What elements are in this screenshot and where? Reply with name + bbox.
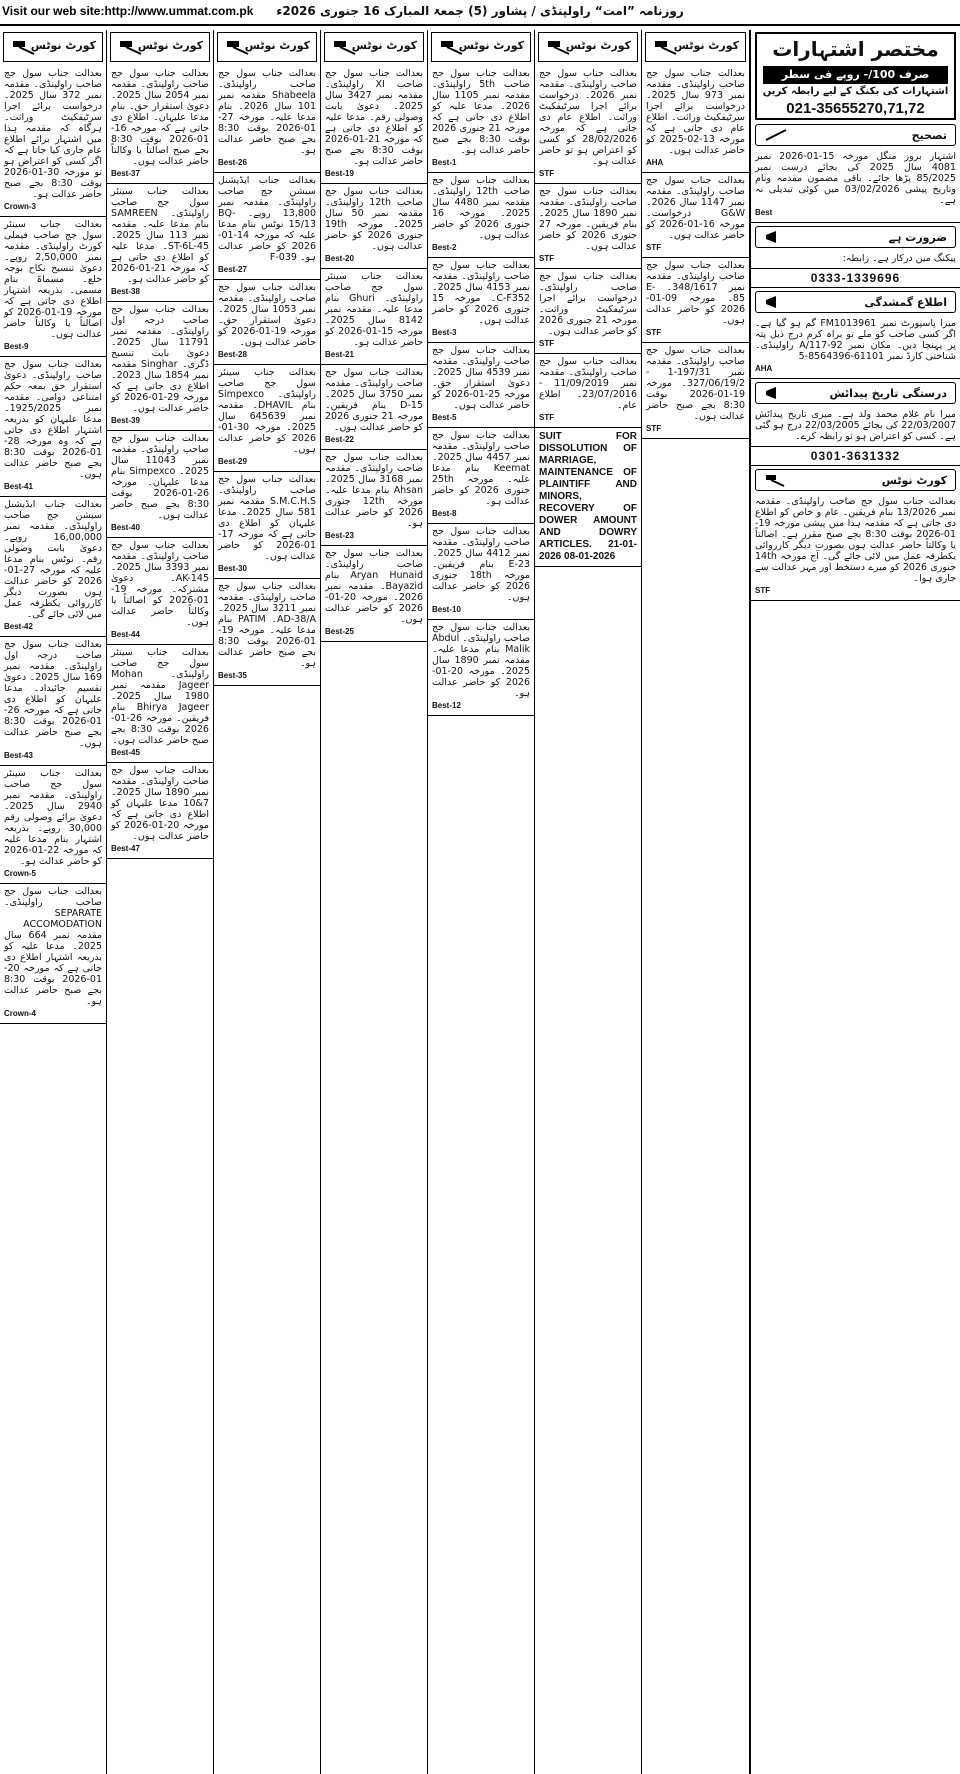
ad-section-header — [755, 124, 956, 146]
court-notice — [642, 343, 749, 439]
megaphone-icon — [764, 229, 784, 245]
notice-text: پیکنگ مین درکار ہے۔ رابطہ: — [842, 253, 956, 264]
notice-text: بعدالت جناب سول جج صاحب راولپنڈی۔ Shabeela مقدمہ نمبر 101 سال 2026۔ بنام مدعا علیہ۔ مورخہ 27-01-2026 بوقت 8:30 بجے صبح حاضر عدالت ہو۔ — [218, 68, 316, 156]
notice-column-7 — [642, 30, 750, 1774]
notice-ref: Best-43 — [4, 751, 33, 760]
notice-text: بعدالت جناب سول جج صاحب راولپنڈی۔ SEPARATE ACCOMODATION مقدمہ نمبر 664 سال 2025۔ مدعا علیہ کو بذریعہ اشتہار اطلاع دی جاتی ہے کہ مورخہ 20-01-2026 بوقت 8:30 بجے صبح حاضر عدالت ہو۔ — [4, 886, 102, 1007]
ad-section-header — [755, 469, 956, 491]
column-header — [431, 32, 531, 62]
notice-column-1 — [0, 30, 107, 1774]
notice-text: بعدالت جناب سول جج صاحب راولپنڈی۔ مقدمہ نمبر 4153 سال 2025۔ C-F352۔ مورخہ 15 جنوری 2026 کو حاضر عدالت ہوں۔ — [432, 260, 530, 326]
dob-correction-notice — [751, 407, 960, 447]
notice-text: بعدالت جناب سول جج صاحب درجہ اول راولپنڈی۔ مقدمہ نمبر 11791 سال 2025۔ دعویٰ بابت تنسیخ ڈگری۔ Singhar مقدمہ نمبر 1854 سال 2023۔ اطلاع دی جاتی ہے کہ مورخہ 29-01-2026 کو حاضر عدالت ہوں۔ — [111, 304, 209, 414]
notice-text: بعدالت جناب سول جج صاحب راولپنڈی۔ مقدمہ نمبر 348/1617۔ E-85۔ مورخہ 09-01-2026 کو حاضر عدالت ہوں۔ — [646, 260, 745, 326]
court-notice — [107, 645, 213, 763]
notice-ref: STF — [539, 169, 555, 178]
column-header — [110, 32, 210, 62]
newspaper-columns — [0, 30, 960, 1774]
court-notice — [0, 217, 106, 357]
notice-ref: Best-25 — [325, 627, 354, 636]
notice-text: بعدالت جناب سول جج صاحب راولپنڈی۔ Aryan Hunaid بنام Bayazid۔ مقدمہ نمبر 2026۔ مورخہ 20-01-2026 کو حاضر عدالت ہوں۔ — [325, 548, 423, 625]
notice-ref: Best-5 — [432, 413, 457, 422]
notice-ref: Best-9 — [4, 342, 29, 351]
notice-ref: Best-39 — [111, 416, 140, 425]
court-notice — [0, 497, 106, 637]
notice-text: بعدالت جناب ایڈیشنل سیشن جج صاحب راولپنڈی۔ مقدمہ نمبر 16,00,000 روپے۔ دعویٰ بابت وصولی رقم۔ نوٹس بنام مدعا علیہ کہ مورخہ 27-01-2026 کو حاضر عدالت ہوں بصورت دیگر کارروائی یکطرفہ عمل میں لائی جائے گی۔ — [4, 499, 102, 620]
english-court-notice: SUIT FOR DISSOLUTION OF MARRIAGE, MAINTENANCE OF PLAINTIFF AND MINORS, RECOVERY OF DOWER AMOUNT AND DOWRY ARTICLES. 21-01-2026 08-01-2026 — [535, 428, 641, 567]
court-notice — [107, 184, 213, 302]
notice-ref: Best-20 — [325, 254, 354, 263]
notice-ref: AHA — [755, 364, 773, 373]
notice-ref: Best — [755, 208, 773, 217]
ads-banner-title: مختصر اشتہارات — [772, 37, 939, 61]
court-notice — [107, 66, 213, 184]
ad-section-header — [755, 226, 956, 248]
court-notice — [428, 173, 534, 258]
court-notice — [0, 637, 106, 766]
notice-text: بعدالت جناب سول جج صاحب راولپنڈی۔ مقدمہ نمبر 197/31-1 - 327/06/19/2۔ مورخہ 19-01-2026 بوقت 8:30 بجے صبح حاضر عدالت ہوں۔ — [646, 345, 745, 422]
notice-ref: Best-2 — [432, 243, 457, 252]
dob-phone[interactable]: 0301-3631332 — [751, 447, 960, 466]
ad-section-label: تصحیح — [911, 129, 947, 142]
notice-ref: Best-45 — [111, 748, 140, 757]
ad-section-header — [755, 382, 956, 404]
notice-text: بعدالت جناب سول جج صاحب راولپنڈی۔ مقدمہ نمبر 372 سال 2025۔ درخواست برائے اجرا سرٹیفکیٹ وراثت۔ ہرگاہ کہ مقدمہ ہذا میں اشتہار برائے اطلاع عام جاری کیا جاتا ہے کہ اگر کسی کو اعتراض ہو تو مورخہ 30-01-2026 بوقت 8:30 بجے صبح حاضر عدالت ہو۔ — [4, 68, 102, 200]
notice-column-6 — [535, 30, 642, 1774]
court-notice — [107, 538, 213, 645]
court-notice — [535, 184, 641, 269]
website-link[interactable]: Visit our web site:http://www.ummat.com.pk — [2, 4, 254, 18]
court-notice — [321, 184, 427, 269]
notice-ref: Crown-5 — [4, 869, 36, 878]
column-header-label: کورٹ نوٹس — [351, 39, 417, 52]
notice-ref: Best-28 — [218, 350, 247, 359]
ads-booking-note: اشتہارات کی بکنگ کے لیے رابطہ کریں — [762, 86, 949, 97]
ads-phone-number[interactable]: 021-35655270,71,72 — [786, 100, 925, 117]
wanted-notice — [751, 251, 960, 269]
notice-text: بعدالت جناب سول جج صاحب راولپنڈی۔ Abdul Malik بنام مدعا علیہ۔ مقدمہ نمبر 1890 سال 2025۔ مورخہ 20-01-2026 کو حاضر عدالت ہو۔ — [432, 622, 530, 699]
column-header — [645, 32, 746, 62]
notice-ref: Best-21 — [325, 350, 354, 359]
court-notice — [642, 258, 749, 343]
court-notice — [214, 472, 320, 579]
notice-ref: Best-1 — [432, 158, 457, 167]
notice-ref: Best-12 — [432, 701, 461, 710]
notice-text: بعدالت جناب سینئر سول جج صاحب راولپنڈی۔ SAMREEN بنام مدعا علیہ۔ مقدمہ نمبر 113 سال 2025۔ ST-6L-45۔ مدعا علیہ کو اطلاع دی جاتی ہے کہ مورخہ 21-01-2026 کو حاضر عدالت ہو۔ — [111, 186, 209, 285]
notice-ref: Best-30 — [218, 564, 247, 573]
court-notice — [428, 620, 534, 716]
classified-ads-banner — [755, 32, 956, 120]
notice-column-3 — [214, 30, 321, 1774]
notice-text: بعدالت جناب سول جج صاحب راولپنڈی۔ مقدمہ نمبر 13/2026 بنام فریقین۔ عام و خاص کو اطلاع دی جاتی ہے کہ مقدمہ ہذا میں پیشی مورخہ 19-01-2026 بوقت 8:30 بجے صبح مقرر ہے۔ اصالتاً یا وکالتاً حاضر عدالت ہوں بصورت دیگر کارروائی یکطرفہ عمل میں لائی جائے گی۔ آج مورخہ 14th جنوری 2026 کو میرے دستخط اور مہر عدالت سے جاری ہوا۔ — [755, 496, 957, 584]
gavel-icon — [764, 473, 788, 487]
notice-text: بعدالت جناب سول جج صاحب راولپنڈی۔ S.M.C.H.S مقدمہ نمبر 581 سال 2025۔ مدعا علیہان کو اطلاع دی جاتی ہے کہ مورخہ 17-01-2026 کو حاضر عدالت ہوں۔ — [218, 474, 316, 562]
court-notice — [214, 280, 320, 365]
notice-ref: Crown-4 — [4, 1009, 36, 1018]
ad-section-label: اطلاع گمشدگی — [864, 296, 947, 309]
notice-text: بعدالت جناب سینئر سول جج صاحب راولپنڈی۔ Ghuri بنام مدعا علیہ۔ مقدمہ نمبر 8142 سال 2025۔ مورخہ 15-01-2026 کو حاضر عدالت ہو۔ — [325, 271, 423, 348]
column-header-label: کورٹ نوٹس — [565, 39, 631, 52]
notice-ref: Best-44 — [111, 630, 140, 639]
notice-text: بعدالت جناب سول جج صاحب راولپنڈی۔ دعویٰ استقرار حق بمعہ حکم امتناعی دوامی۔ مقدمہ نمبر 1925/2025۔ مدعا علیہان کو بذریعہ اشتہار اطلاع دی جاتی ہے کہ وہ مورخہ 28-01-2026 بوقت 8:30 بجے صبح حاضر عدالت ہوں۔ — [4, 359, 102, 480]
column-header-label: کورٹ نوٹس — [30, 39, 96, 52]
notice-text: بعدالت جناب سول جج صاحب راولپنڈی۔ مقدمہ نمبر 4412 سال 2025۔ E-23 بنام فریقین۔ مورخہ 18th جنوری 2026 کو حاضر عدالت ہوں۔ — [432, 526, 530, 603]
court-notice — [428, 66, 534, 173]
notice-ref: Best-41 — [4, 482, 33, 491]
notice-text: بعدالت جناب سول جج صاحب راولپنڈی۔ مقدمہ نمبر 11043 سال 2025۔ Simpexco بنام مدعا علیہان۔ مورخہ 26-01-2026 بوقت 8:30 بجے صبح حاضر عدالت ہوں۔ — [111, 433, 209, 521]
column-header-label: کورٹ نوٹس — [458, 39, 524, 52]
notice-ref: STF — [539, 339, 555, 348]
notice-text: بعدالت جناب سول جج صاحب راولپنڈی۔ مقدمہ نمبر 3211 سال 2025۔ AD-38/A۔ PATIM بنام مدعا علیہ۔ مورخہ 19-01-2026 بوقت 8:30 بجے صبح حاضر عدالت ہو۔ — [218, 581, 316, 669]
court-notice — [428, 428, 534, 524]
notice-ref: Best-3 — [432, 328, 457, 337]
court-notice — [214, 66, 320, 173]
notice-ref: Crown-3 — [4, 202, 36, 211]
court-notice — [321, 269, 427, 365]
notice-column-2 — [107, 30, 214, 1774]
notice-ref: Best-27 — [218, 265, 247, 274]
notice-text: بعدالت جناب سینئر سول جج صاحب راولپنڈی۔ مقدمہ نمبر 2940 سال 2025۔ دعویٰ برائے وصولی رقم 30,000 روپے۔ بذریعہ اشتہار بنام مدعا علیہ کہ مورخہ 22-01-2026 کو حاضر عدالت ہو۔ — [4, 768, 102, 867]
notice-text: میرا نام غلام محمد ولد ہے۔ میری تاریخ پیدائش 22/03/2007 کی بجائے 22/03/2005 درج ہو گئی ہے۔ کسی کو اعتراض ہو تو رابطہ کرے۔ — [755, 409, 956, 442]
notice-text: میرا پاسپورٹ نمبر FM1013961 گم ہو گیا ہے۔ اگر کسی صاحب کو ملے تو براہ کرم درج ذیل پتہ پر پہنچا دیں۔ مکان نمبر A/117-92 راولپنڈی۔ شناختی کارڈ نمبر 61101-8564396-5 — [755, 318, 956, 362]
notice-ref: Best-42 — [4, 622, 33, 631]
top-bar — [0, 0, 960, 26]
notice-text: بعدالت جناب سول جج صاحب راولپنڈی۔ مقدمہ نمبر 3393 سال 2025۔ AK-145۔ دعویٰ مشترکہ۔ مورخہ 19-01-2026 کو اصالتاً یا وکالتاً حاضر عدالت ہوں۔ — [111, 540, 209, 628]
notice-ref: Best-29 — [218, 457, 247, 466]
court-notice — [0, 766, 106, 884]
notice-text: بعدالت جناب سول جج صاحب XI راولپنڈی۔ مقدمہ نمبر 3427 سال 2025۔ دعویٰ بابت وصولی رقم۔ مدعا علیہ کو اطلاع دی جاتی ہے کہ مورخہ 21-01-2026 بوقت 8:30 بجے صبح حاضر عدالت ہو۔ — [325, 68, 424, 167]
court-notice — [214, 173, 320, 280]
notice-text: بعدالت جناب سول جج صاحب راولپنڈی۔ مقدمہ نمبر 3750 سال 2025۔ D-15 بنام فریقین۔ مورخہ 21 جنوری 2026 کو حاضر عدالت ہوں۔ — [325, 367, 424, 433]
column-header-label: کورٹ نوٹس — [673, 39, 739, 52]
notice-text: بعدالت جناب سول جج صاحب راولپنڈی۔ مقدمہ نمبر 4457 سال 2025۔ Keemat بنام مدعا علیہ۔ مورخہ 25th جنوری 2026 کو حاضر عدالت ہو۔ — [432, 430, 530, 507]
court-notice — [107, 763, 213, 859]
notice-ref: Best-37 — [111, 169, 140, 178]
ad-section-label: ضرورت ہے — [888, 231, 947, 244]
notice-ref: AHA — [646, 158, 664, 167]
court-notice — [214, 579, 320, 686]
court-notice — [428, 343, 534, 428]
notice-ref: Best-26 — [218, 158, 247, 167]
pen-icon — [764, 128, 788, 142]
notice-text: بعدالت جناب سینئر سول جج صاحب راولپنڈی۔ Simpexco بنام DHAVIL۔ مقدمہ نمبر 645639 سال 2025۔ مورخہ 30-01-2026 کو حاضر عدالت ہوں۔ — [218, 367, 317, 455]
ad-section-header — [755, 291, 956, 313]
notice-text: بعدالت جناب سول جج صاحب راولپنڈی۔ مقدمہ نمبر 11/09/2019 - 23/07/2016۔ اطلاع عام۔ — [539, 356, 638, 411]
column-header — [538, 32, 638, 62]
notice-text: بعدالت جناب سول جج صاحب راولپنڈی۔ مقدمہ نمبر 1890 سال 2025۔ بنام فریقین۔ مورخہ 27 جنوری 2026 کو حاضر عدالت ہوں۔ — [539, 186, 637, 252]
notice-ref: STF — [755, 586, 771, 595]
notice-text: بعدالت جناب سول جج صاحب درجہ اول راولپنڈی۔ مقدمہ نمبر 169 سال 2025۔ دعویٰ تقسیم جائیداد۔ مدعا علیہان کو اطلاع دی جاتی ہے کہ مورخہ 26-01-2026 بوقت 8:30 بجے صبح حاضر عدالت ہوں۔ — [4, 639, 102, 749]
notice-text: بعدالت جناب سول جج صاحب راولپنڈی۔ مقدمہ نمبر 1890 سال 2025۔ 7&10 مدعا علیہان کو اطلاع دی جاتی ہے کہ مورخہ 20-01-2026 کو حاضر عدالت ہوں۔ — [111, 765, 209, 842]
court-notice — [107, 431, 213, 538]
notice-text: بعدالت جناب سول جج صاحب راولپنڈی۔ مقدمہ نمبر 3168 سال 2025۔ Ahsan بنام مدعا علیہ۔ مورخہ 12th جنوری 2026 کو حاضر عدالت ہو۔ — [325, 452, 423, 529]
correction-notice — [751, 149, 960, 223]
notice-column-4 — [321, 30, 428, 1774]
notice-ref: STF — [646, 424, 662, 433]
court-notice — [428, 258, 534, 343]
notice-text: بعدالت جناب سول جج صاحب راولپنڈی۔ مقدمہ نمبر 2054 سال 2025۔ دعویٰ استقرار حق۔ بنام مدعا علیہان۔ اطلاع دی جاتی ہے کہ مورخہ 16-01-2026 بوقت 8:30 بجے صبح اصالتاً یا وکالتاً حاضر عدالت ہوں۔ — [111, 68, 209, 167]
notice-ref: Best-22 — [325, 435, 354, 444]
megaphone-icon — [764, 294, 784, 310]
notice-text: بعدالت جناب سول جج صاحب راولپنڈی۔ مقدمہ نمبر 4539 سال 2025۔ دعویٰ استقرار حق۔ مورخہ 25-01-2026 کو حاضر عدالت ہوں۔ — [432, 345, 530, 411]
column-header — [217, 32, 317, 62]
newspaper-masthead: روزنامہ ”امت“ راولپنڈی / پشاور (5) جمعۃ المبارک 16 جنوری 2026ء — [276, 4, 684, 18]
notice-ref: Best-35 — [218, 671, 247, 680]
notice-text: بعدالت جناب سول جج صاحب 12th راولپنڈی۔ مقدمہ نمبر 50 سال 2025۔ مورخہ 19th جنوری 2026 کو حاضر عدالت ہوں۔ — [325, 186, 424, 252]
notice-ref: Best-38 — [111, 287, 140, 296]
column-header-label: کورٹ نوٹس — [137, 39, 203, 52]
court-notice — [107, 302, 213, 431]
ads-rate: صرف 100/- روپے فی سطر — [763, 66, 948, 84]
court-notice — [535, 354, 641, 428]
notice-text: بعدالت جناب سول جج صاحب راولپنڈی۔ درخواست برائے اجرا سرٹیفکیٹ وراثت۔ مورخہ 21 جنوری 2026 کو حاضر عدالت ہوں۔ — [539, 271, 638, 337]
ad-section-label: درستگی تاریخ پیدائش — [829, 387, 947, 400]
court-notice — [321, 66, 427, 184]
ad-section-label: کورٹ نوٹس — [881, 474, 947, 487]
court-notice — [0, 66, 106, 217]
notice-ref: STF — [646, 328, 662, 337]
notice-ref: STF — [646, 243, 662, 252]
column-header-label: کورٹ نوٹس — [244, 39, 310, 52]
notice-text: بعدالت جناب ایڈیشنل سیشن جج صاحب راولپنڈی۔ مقدمہ نمبر 13,800 روپے۔ BQ-15/13 نوٹس بنام مدعا علیہ کہ مورخہ 14-01-2026 کو حاضر عدالت ہو۔ F-039 — [218, 175, 316, 263]
notice-ref: Best-23 — [325, 531, 354, 540]
lost-notice — [751, 316, 960, 379]
notice-ref: Best-10 — [432, 605, 461, 614]
classified-ads-column — [750, 30, 960, 1774]
court-notice — [642, 173, 749, 258]
notice-text: بعدالت جناب سول جج صاحب راولپنڈی۔ مقدمہ نمبر 973 سال 2025۔ درخواست برائے اجرا سرٹیفکیٹ وراثت۔ اطلاع عام دی جاتی ہے کہ مورخہ 13-02-2025 کو حاضر عدالت ہوں۔ — [646, 68, 746, 156]
notice-text: بعدالت جناب سول جج صاحب 5th راولپنڈی۔ مقدمہ نمبر 1105 سال 2026۔ مدعا علیہ کو اطلاع دی جاتی ہے کہ مورخہ 21 جنوری 2026 بوقت 8:30 بجے صبح حاضر عدالت ہو۔ — [432, 68, 531, 156]
court-notice — [321, 546, 427, 642]
court-notice — [321, 365, 427, 450]
column-header — [3, 32, 103, 62]
notice-ref: Best-19 — [325, 169, 354, 178]
notice-text: بعدالت جناب سول جج صاحب راولپنڈی۔ مقدمہ نمبر 1053 سال 2025۔ دعویٰ استقرار حق۔ مورخہ 19-01-2026 کو حاضر عدالت ہوں۔ — [218, 282, 316, 348]
court-notice — [751, 494, 960, 601]
court-notice — [535, 269, 641, 354]
court-notice — [214, 365, 320, 472]
notice-ref: Best-8 — [432, 509, 457, 518]
notice-ref: Best-47 — [111, 844, 140, 853]
notice-column-5 — [428, 30, 535, 1774]
notice-text: بعدالت جناب سینئر سول جج صاحب فیملی کورٹ راولپنڈی۔ مقدمہ نمبر 2,50,000 روپے۔ دعویٰ تنسیخ نکاح بوجہ خلع۔ مسماۃ بنام مسمی۔ بذریعہ اشتہار اطلاع دی جاتی ہے کہ مورخہ 19-01-2026 کو اصالتاً یا وکالتاً حاضر عدالت ہوں۔ — [4, 219, 102, 340]
megaphone-icon — [764, 385, 784, 401]
wanted-phone[interactable]: 0333-1339696 — [751, 269, 960, 288]
notice-text: بعدالت جناب سول جج صاحب راولپنڈی۔ مقدمہ نمبر 1147 سال 2026۔ G&W درخواست۔ مورخہ 16-01-2026 کو حاضر عدالت ہوں۔ — [646, 175, 746, 241]
notice-ref: Best-40 — [111, 523, 140, 532]
notice-text: بعدالت جناب سول جج صاحب 12th راولپنڈی۔ مقدمہ نمبر 4480 سال 2025۔ مورخہ 16 جنوری 2026 کو حاضر عدالت ہوں۔ — [432, 175, 531, 241]
court-notice — [0, 357, 106, 497]
court-notice — [535, 66, 641, 184]
notice-ref: STF — [539, 413, 555, 422]
column-header — [324, 32, 424, 62]
notice-text: اشتہار بروز منگل مورخہ 15-01-2026 نمبر 4081 سال 2025 کی بجائے درست نمبر 85/2025 پڑھا جائے۔ باقی مضمون مقدمہ ونام وتاریخ پیشی 03/02/2026 میں کوئی تبدیلی نہ ہے۔ — [755, 151, 957, 206]
notice-text: بعدالت جناب سول جج صاحب راولپنڈی۔ مقدمہ نمبر 2026۔ درخواست برائے اجرا سرٹیفکیٹ وراثت۔ اطلاع عام دی جاتی ہے کہ مورخہ 28/02/2026 کو کسی کو اعتراض ہو تو حاضر عدالت ہو۔ — [539, 68, 637, 167]
notice-text: بعدالت جناب سینئر سول جج صاحب راولپنڈی۔ Mohan Jageer مقدمہ نمبر 1980 سال 2025۔ Bhirya Jageer بنام فریقین۔ مورخہ 26-01-2026 بوقت 8:30 بجے صبح حاضر عدالت ہوں۔ — [111, 647, 210, 746]
notice-ref: STF — [539, 254, 555, 263]
court-notice — [428, 524, 534, 620]
court-notice — [642, 66, 749, 173]
court-notice — [321, 450, 427, 546]
court-notice — [0, 884, 106, 1024]
